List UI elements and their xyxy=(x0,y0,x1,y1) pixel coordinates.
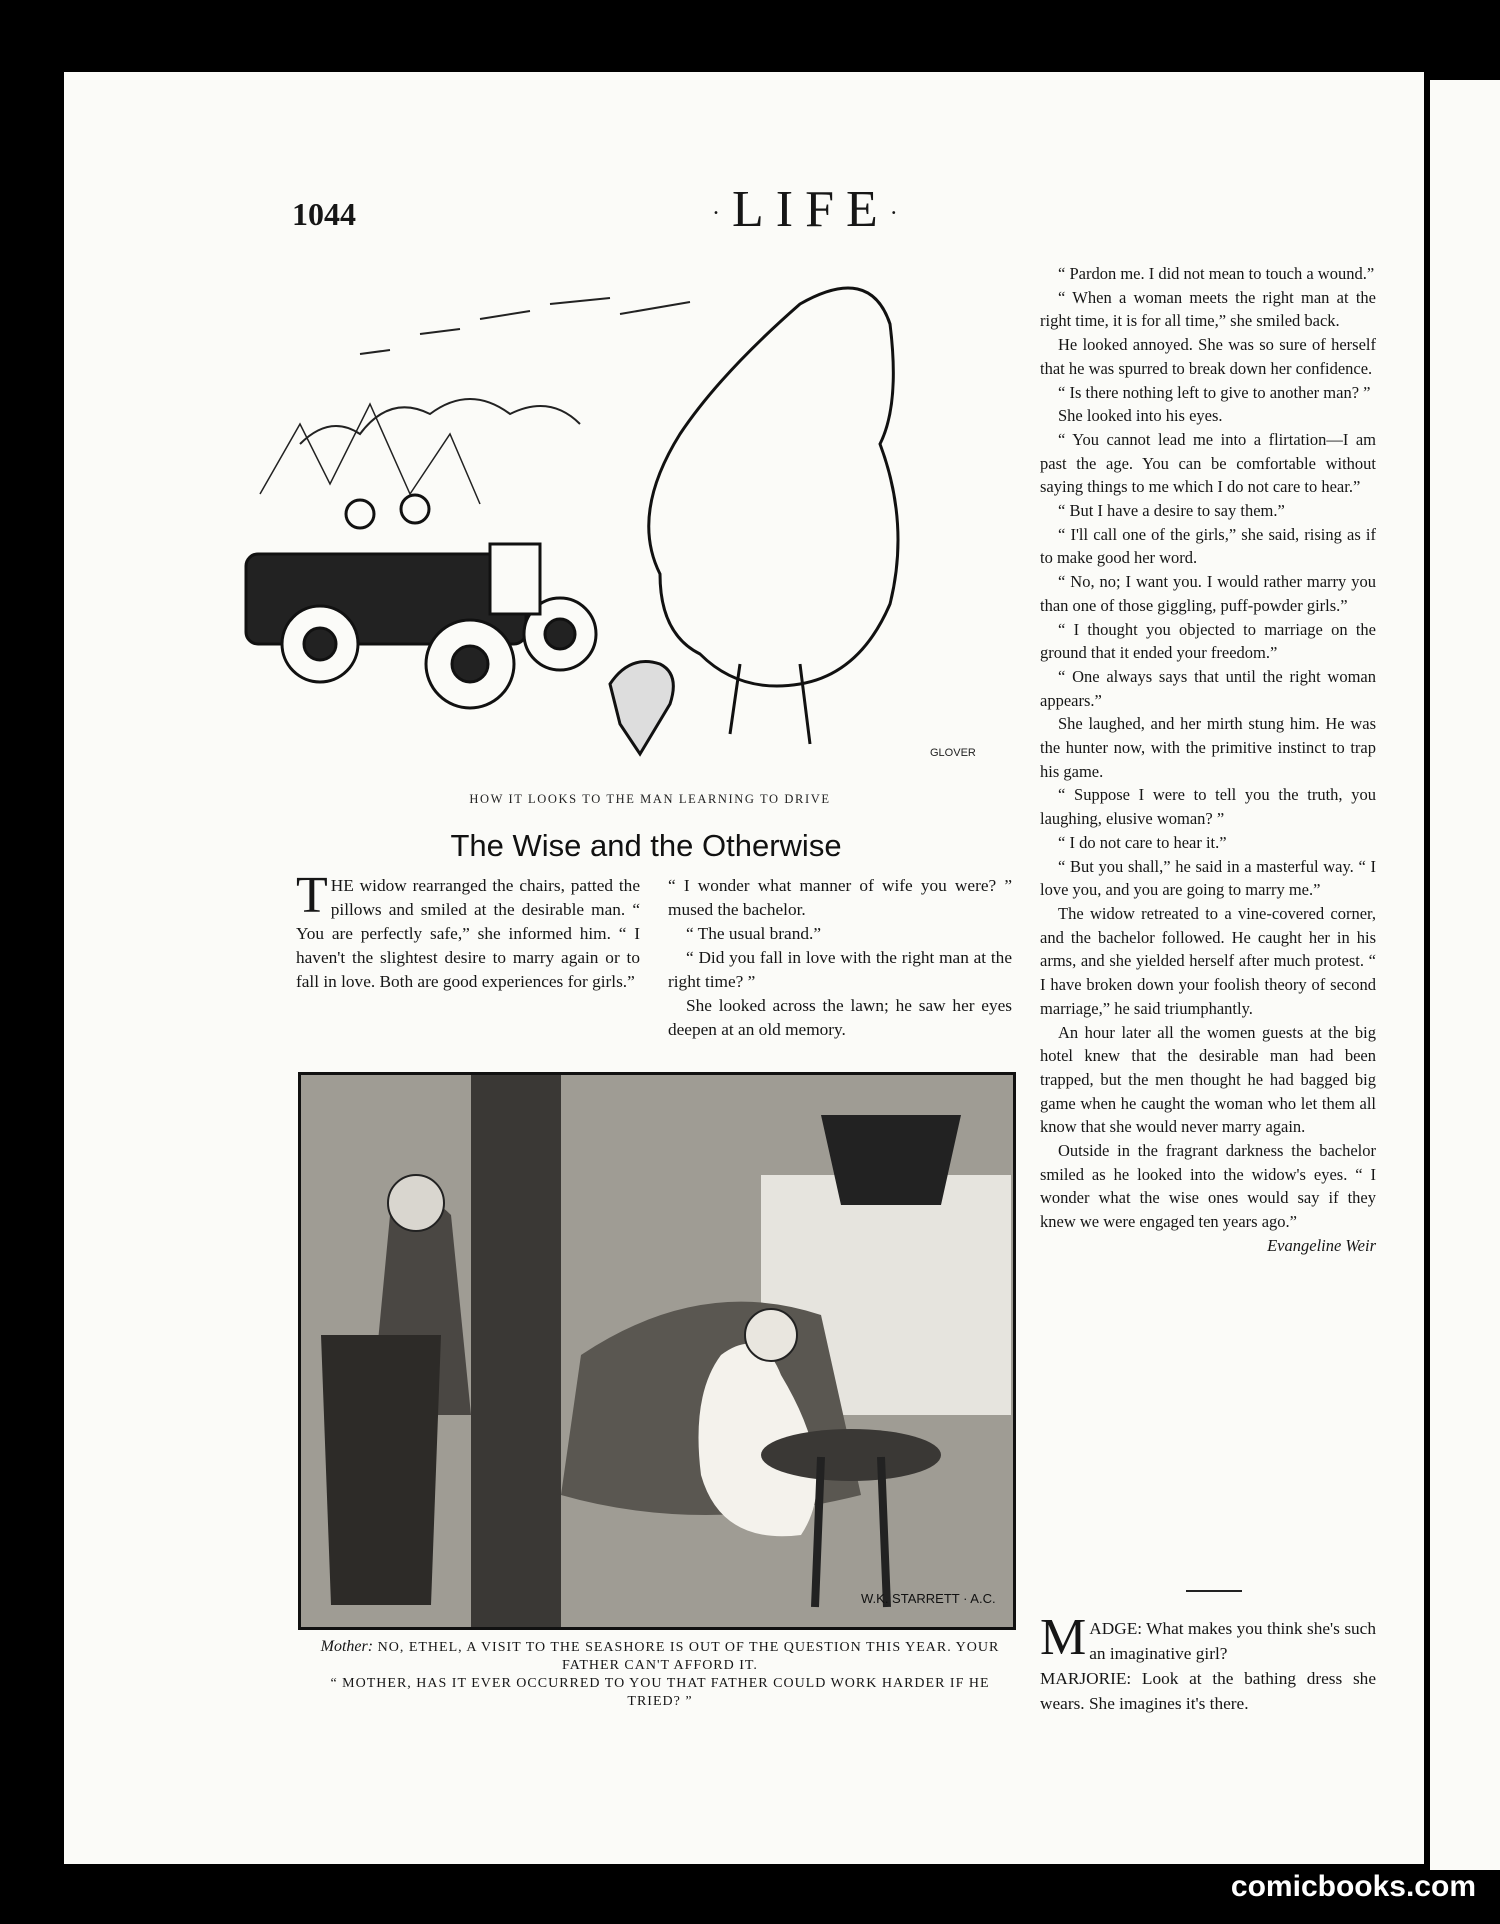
watermark: comicbooks.com xyxy=(1230,1870,1476,1903)
car-cartoon-signature: GLOVER xyxy=(930,747,976,759)
story-column-3 xyxy=(1040,262,1376,1258)
story-title: The Wise and the Otherwise xyxy=(450,828,842,863)
col3-paragraph: She looked into his eyes. xyxy=(1058,406,1223,426)
col3-paragraph: “ One always says that until the right woman appears.” xyxy=(1040,666,1376,710)
car-cartoon xyxy=(240,244,1010,784)
col3-paragraph: “ I do not care to hear it.” xyxy=(1058,832,1227,852)
story-column-1 xyxy=(296,867,640,994)
col3-paragraph: “ I'll call one of the girls,” she said, rising as if to make good her word. xyxy=(1040,524,1376,568)
parlor-caption-lead: Mother: xyxy=(320,1638,374,1655)
col3-paragraph: “ When a woman meets the right man at the right time, it is for all time,” she smiled back. xyxy=(1040,287,1376,331)
parlor-cartoon xyxy=(298,1072,1016,1630)
story-signature: Evangeline Weir xyxy=(1267,1235,1376,1255)
joke-line-1: MADGE: What makes you think she's such an imaginative girl? xyxy=(1040,1609,1376,1666)
parlor-caption-line1: NO, ETHEL, A VISIT TO THE SEASHORE IS OUT OF THE QUESTION THIS YEAR. YOUR FATHER CAN'T AFFORD IT. xyxy=(377,1640,1000,1673)
col3-paragraph: “ Pardon me. I did not mean to touch a wound.” xyxy=(1058,264,1375,283)
col1-paragraph: THE widow rearranged the chairs, patted the pillows and smiled at the desirable man. “ You are perfectly safe,” she informed him. “ I haven't the slightest desire to marry again or to fall in love. Both are good experiences for girls.” xyxy=(296,867,640,991)
joke-line-2: MARJORIE: Look at the bathing dress she wears. She imagines it's there. xyxy=(1040,1669,1376,1713)
col3-paragraph: “ Suppose I were to tell you the truth, you laughing, elusive woman? ” xyxy=(1040,785,1376,829)
joke-drop-cap: M xyxy=(1040,1609,1087,1666)
parlor-cartoon-signature: W.K. STARRETT · A.C. xyxy=(861,1591,996,1606)
col2-paragraph: “ I wonder what manner of wife you were? ” mused the bachelor. xyxy=(668,876,1012,919)
col3-paragraph: Outside in the fragrant darkness the bachelor smiled as he looked into the widow's eyes. “ I wonder what the wise ones would say if they knew we were engaged ten years ago.” xyxy=(1040,1141,1376,1232)
col3-paragraph: She laughed, and her mirth stung him. He was the hunter now, with the primitive instinct to trap his game. xyxy=(1040,714,1376,781)
col3-paragraph: An hour later all the women guests at the big hotel knew that the desirable man had been trapped, but the men thought he had bagged big game when he caught the woman who let them all know that she would never marry again. xyxy=(1040,1022,1376,1137)
masthead-title: LIFE xyxy=(732,181,890,238)
parlor-caption-line2: “ MOTHER, HAS IT EVER OCCURRED TO YOU THAT FATHER COULD WORK HARDER IF HE TRIED? ” xyxy=(330,1676,990,1709)
parlor-caption xyxy=(310,1638,1010,1711)
col3-paragraph: “ But you shall,” he said in a masterful way. “ I love you, and you are going to marry me.” xyxy=(1040,856,1376,900)
car-cartoon-drawing xyxy=(240,244,1010,784)
parlor-cartoon-drawing xyxy=(301,1075,1013,1627)
col3-paragraph: “ No, no; I want you. I would rather marry you than one of those giggling, puff-powder girls.” xyxy=(1040,572,1376,615)
page-number: 1044 xyxy=(292,196,356,232)
col3-paragraph: “ Is there nothing left to give to another man? ” xyxy=(1058,382,1371,402)
drop-cap: T xyxy=(296,867,328,924)
joke xyxy=(1040,1609,1376,1716)
col2-paragraph: She looked across the lawn; he saw her eyes deepen at an old memory. xyxy=(668,996,1012,1039)
next-page-edge xyxy=(1430,80,1500,1870)
section-rule xyxy=(1186,1590,1242,1592)
col3-paragraph: “ I thought you objected to marriage on the ground that it ended your freedom.” xyxy=(1040,619,1376,663)
col2-paragraph: “ Did you fall in love with the right man at the right time? ” xyxy=(668,948,1012,991)
col3-paragraph: He looked annoyed. She was so sure of herself that he was spurred to break down her confidence. xyxy=(1040,335,1376,378)
story-column-2 xyxy=(668,874,1012,1042)
col3-paragraph: “ But I have a desire to say them.” xyxy=(1058,501,1285,521)
col3-paragraph: “ You cannot lead me into a flirtation—I am past the age. You can be comfortable without saying things to me which I do not care to hear.” xyxy=(1040,429,1376,497)
masthead: ·LIFE· xyxy=(712,181,910,238)
col3-paragraph: The widow retreated to a vine-covered corner, and the bachelor followed. He caught her in his arms, and she yielded herself after much protest. “ I have broken down your foolish theory of second marriage,” he said triumphantly. xyxy=(1040,903,1376,1018)
car-cartoon-caption: HOW IT LOOKS TO THE MAN LEARNING TO DRIVE xyxy=(469,792,831,806)
col2-paragraph: “ The usual brand.” xyxy=(686,924,822,943)
